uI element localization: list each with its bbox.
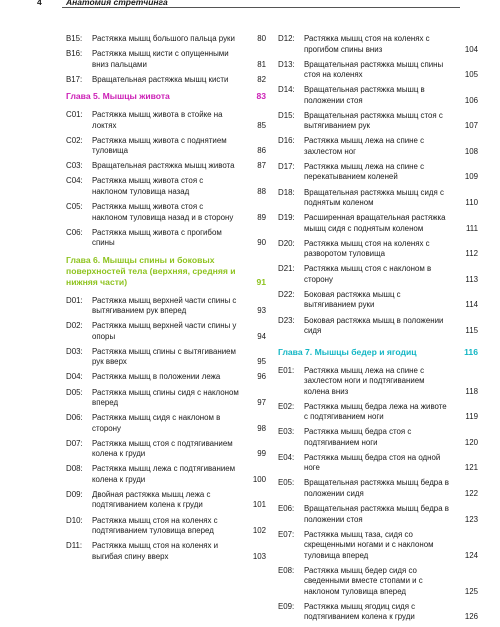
toc-entry xyxy=(66,490,266,511)
entry-page: 119 xyxy=(465,412,478,422)
toc-entry xyxy=(278,402,478,423)
entry-page: 124 xyxy=(464,550,478,560)
entry-title: Растяжка мышц верхней части спины с вытягиванием рук вперед xyxy=(92,295,237,316)
entry-page: 89 xyxy=(257,212,266,222)
entry-page: 103 xyxy=(252,551,266,561)
entry-code: E05: xyxy=(278,478,295,488)
entry-title: Боковая растяжка мышц в положении сидя xyxy=(304,315,444,336)
entry-title: Вращательная растяжка мышц сидя с поднятым коленом xyxy=(304,187,444,208)
entry-code: D12: xyxy=(278,34,295,43)
entry-code: E09: xyxy=(278,601,295,611)
toc-entry xyxy=(66,49,266,70)
entry-title: Растяжка мышц стоя на коленях с разворотом туловища xyxy=(304,238,430,259)
toc-entry xyxy=(278,453,478,474)
entry-page: 80 xyxy=(257,34,266,43)
toc-entry xyxy=(278,188,478,209)
entry-title: Растяжка мышц лежа на спине с перекатыванием коленей xyxy=(304,161,425,182)
entry-title: Растяжка мышц бедра стоя с подтягиванием ноги xyxy=(304,427,412,447)
entry-page: 105 xyxy=(464,70,478,80)
entry-code: D13: xyxy=(278,59,295,69)
chapter-title: Глава 5. Мышцы живота xyxy=(66,91,170,102)
toc-entry xyxy=(66,161,266,172)
toc-entry xyxy=(278,239,478,260)
page-number: 4 xyxy=(37,0,42,7)
entry-code: D16: xyxy=(278,136,295,146)
toc-entry xyxy=(278,530,478,562)
entry-page: 125 xyxy=(464,586,478,596)
entry-page: 110 xyxy=(465,198,478,208)
entry-title: Растяжка мышц спины с вытягиванием рук вверх xyxy=(92,346,236,367)
entry-code: E06: xyxy=(278,504,295,513)
entry-code: C05: xyxy=(66,202,83,212)
chapter-page: 91 xyxy=(256,276,266,287)
entry-page: 95 xyxy=(257,357,266,367)
entry-title: Боковая растяжка мышц с вытягиванием руки xyxy=(304,289,401,310)
entry-title: Растяжка мышц в положении лежа xyxy=(92,372,221,382)
entry-title: Растяжка мышц спины сидя с наклоном вперед xyxy=(92,387,239,408)
entry-title: Растяжка мышц лежа с подтягиванием колена к груди xyxy=(92,464,236,484)
entry-code: B15: xyxy=(66,34,83,43)
entry-page: 113 xyxy=(465,274,478,284)
entry-title: Растяжка мышц живота стоя с наклоном туловища назад xyxy=(92,176,204,196)
right-top-entries xyxy=(278,34,478,337)
chapter-title: Глава 6. Мышцы спины и боковых поверхностей тела (верхняя, средняя и нижняя части) xyxy=(66,254,236,287)
entry-page: 120 xyxy=(464,437,478,447)
entry-title: Растяжка мышц живота в стойке на локтях xyxy=(92,110,223,130)
toc-entry xyxy=(66,202,266,223)
entry-code: D05: xyxy=(66,387,83,397)
entry-page: 121 xyxy=(464,463,478,473)
entry-title: Растяжка мышц большого пальца руки xyxy=(92,34,235,43)
toc-entry xyxy=(66,464,266,485)
entry-page: 106 xyxy=(464,95,478,105)
chapter-5-entries xyxy=(66,110,266,248)
entry-page: 101 xyxy=(252,500,266,510)
entry-page: 115 xyxy=(465,326,478,336)
entry-title: Вращательная растяжка мышц спины стоя на коленях xyxy=(304,59,444,80)
toc-entry xyxy=(66,34,266,45)
toc-entry xyxy=(278,85,478,106)
entry-title: Растяжка мышц стоя с наклоном в сторону xyxy=(304,264,432,284)
entry-code: D06: xyxy=(66,413,83,423)
toc-entry xyxy=(278,162,478,183)
entry-code: D08: xyxy=(66,464,83,474)
entry-title: Вращательная растяжка мышц бедра в положении стоя xyxy=(304,504,449,524)
entry-page: 86 xyxy=(257,146,266,156)
entry-code: C06: xyxy=(66,227,83,237)
entry-page: 122 xyxy=(464,488,478,498)
entry-page: 118 xyxy=(465,386,478,396)
entry-title: Растяжка мышц верхней части спины у опоры xyxy=(92,321,237,341)
toc-entry xyxy=(278,34,478,55)
entry-title: Растяжка мышц стоя на коленях с подтягиванием туловища вперед xyxy=(92,515,218,535)
entry-code: E08: xyxy=(278,565,295,575)
entry-title: Двойная растяжка мышц лежа с подтягиванием колена к груди xyxy=(92,489,211,510)
toc-entry xyxy=(66,413,266,434)
entry-code: D14: xyxy=(278,85,295,95)
entry-page: 104 xyxy=(464,44,478,54)
entry-title: Растяжка мышц бедра лежа на животе с подтягиванием ноги xyxy=(304,401,447,422)
entry-page: 100 xyxy=(252,474,266,484)
header-rule xyxy=(62,7,460,8)
entry-title: Вращательная растяжка мышц кисти xyxy=(92,74,229,84)
toc-entry xyxy=(278,366,478,398)
entry-title: Вращательная растяжка мышц живота xyxy=(92,161,235,171)
entry-page: 99 xyxy=(257,449,266,459)
entry-code: E07: xyxy=(278,529,295,539)
toc-entry xyxy=(278,566,478,598)
entry-page: 114 xyxy=(465,300,478,310)
entry-page: 85 xyxy=(257,120,266,130)
toc-entry xyxy=(278,290,478,311)
entry-code: D17: xyxy=(278,161,295,171)
toc-entry xyxy=(66,228,266,249)
entry-title: Растяжка мышц ягодиц сидя с подтягиванием колена к груди xyxy=(304,601,416,622)
entry-page: 94 xyxy=(257,331,266,341)
toc-entry xyxy=(66,347,266,368)
entry-title: Растяжка мышц лежа на спине с захлестом ног xyxy=(304,136,425,156)
entry-page: 97 xyxy=(257,398,266,408)
toc-entry xyxy=(66,439,266,460)
toc-entry xyxy=(66,388,266,409)
entry-code: C02: xyxy=(66,135,83,145)
entry-code: D21: xyxy=(278,264,295,274)
entry-code: E01: xyxy=(278,365,295,375)
entry-code: D11: xyxy=(66,541,83,551)
toc-entry xyxy=(278,602,478,623)
entry-title: Растяжка мышц живота с прогибом спины xyxy=(92,227,222,248)
entry-title: Растяжка мышц стоя на коленях и выгибая спину вверх xyxy=(92,541,219,561)
entry-code: D09: xyxy=(66,489,83,499)
entry-code: D22: xyxy=(278,289,295,299)
entry-page: 82 xyxy=(257,74,266,84)
chapter-5-heading xyxy=(66,91,266,102)
toc-entry xyxy=(278,478,478,499)
entry-title: Растяжка мышц стоя с подтягиванием колена к груди xyxy=(92,438,233,459)
toc-entry xyxy=(66,176,266,197)
entry-code: E02: xyxy=(278,401,295,411)
entry-code: D07: xyxy=(66,438,83,448)
entry-title: Расширенная вращательная растяжка мышц сидя с поднятым коленом xyxy=(304,213,446,233)
entry-code: B17: xyxy=(66,74,83,84)
entry-code: D04: xyxy=(66,372,83,382)
toc-entry xyxy=(66,372,266,383)
entry-page: 102 xyxy=(252,526,266,535)
toc-entry xyxy=(66,321,266,342)
toc-entry xyxy=(66,136,266,157)
toc-entry xyxy=(66,110,266,131)
toc-left-column xyxy=(66,34,266,567)
entry-code: E04: xyxy=(278,452,295,462)
entry-code: D01: xyxy=(66,295,83,305)
chapter-6-entries xyxy=(66,296,266,562)
entry-title: Вращательная растяжка мышц в положении стоя xyxy=(304,85,425,105)
entry-page: 88 xyxy=(257,186,266,196)
entry-code: D18: xyxy=(278,187,295,197)
entry-title: Растяжка мышц живота с поднятием туловища xyxy=(92,135,227,156)
entry-page: 112 xyxy=(465,249,478,259)
entry-code: D19: xyxy=(278,213,295,223)
chapter-page: 116 xyxy=(464,346,478,357)
chapter-title: Глава 7. Мышцы бедер и ягодиц xyxy=(278,346,417,357)
entry-page: 107 xyxy=(464,121,478,131)
entry-code: C04: xyxy=(66,176,83,186)
entry-title: Вращательная растяжка мышц стоя с вытягиванием рук xyxy=(304,110,443,131)
running-title: Анатомия стретчинга xyxy=(66,0,168,7)
toc-entry xyxy=(278,264,478,285)
toc-entry xyxy=(278,111,478,132)
entry-title: Растяжка мышц бедра стоя на одной ноге xyxy=(304,452,441,473)
toc-entry xyxy=(66,516,266,537)
entry-title: Растяжка мышц лежа на спине с захлестом ноги и подтягиванием колена вниз xyxy=(304,365,425,396)
entry-title: Растяжка мышц стоя на коленях с прогибом спины вниз xyxy=(304,34,430,54)
chapter-7-entries xyxy=(278,366,478,623)
entry-code: C01: xyxy=(66,110,83,120)
page-header xyxy=(0,0,500,12)
toc-entry xyxy=(278,213,478,234)
entry-code: D20: xyxy=(278,238,295,248)
left-top-entries xyxy=(66,34,266,85)
entry-page: 96 xyxy=(257,372,266,382)
entry-title: Растяжка мышц сидя с наклоном в сторону xyxy=(92,413,221,433)
toc-entry xyxy=(278,316,478,337)
entry-page: 108 xyxy=(464,146,478,156)
chapter-page: 83 xyxy=(256,91,266,102)
entry-page: 93 xyxy=(257,306,266,316)
entry-code: D03: xyxy=(66,346,83,356)
entry-page: 123 xyxy=(464,514,478,524)
entry-title: Вращательная растяжка мышц бедра в положении сидя xyxy=(304,478,449,498)
entry-page: 81 xyxy=(257,59,266,69)
toc-entry xyxy=(278,427,478,448)
chapter-6-heading xyxy=(66,255,266,288)
toc-entry xyxy=(66,296,266,317)
entry-page: 90 xyxy=(257,238,266,248)
entry-page: 111 xyxy=(466,223,478,233)
toc-entry xyxy=(278,136,478,157)
entry-page: 98 xyxy=(257,423,266,433)
entry-page: 126 xyxy=(464,612,478,622)
entry-page: 87 xyxy=(257,161,266,171)
entry-code: D23: xyxy=(278,315,295,325)
entry-code: D10: xyxy=(66,515,83,525)
entry-code: B16: xyxy=(66,49,83,59)
entry-code: D02: xyxy=(66,321,83,331)
entry-code: D15: xyxy=(278,110,295,120)
entry-code: C03: xyxy=(66,161,83,171)
entry-title: Растяжка мышц бедер сидя со сведенными вместе стопами и с наклоном туловища вперед xyxy=(304,565,423,596)
toc-entry xyxy=(66,541,266,562)
entry-page: 109 xyxy=(464,172,478,182)
entry-title: Растяжка мышц кисти с опущенными вниз пальцами xyxy=(92,49,229,69)
entry-code: E03: xyxy=(278,427,295,437)
toc-entry xyxy=(278,504,478,525)
toc-entry xyxy=(278,60,478,81)
entry-title: Растяжка мышц таза, сидя со скрещенными ногами и с наклоном туловища вперед xyxy=(304,529,434,560)
chapter-7-heading xyxy=(278,347,478,358)
toc-right-column xyxy=(278,34,478,627)
entry-title: Растяжка мышц живота стоя с наклоном туловища назад и в сторону xyxy=(92,202,234,222)
toc-entry xyxy=(66,75,266,86)
